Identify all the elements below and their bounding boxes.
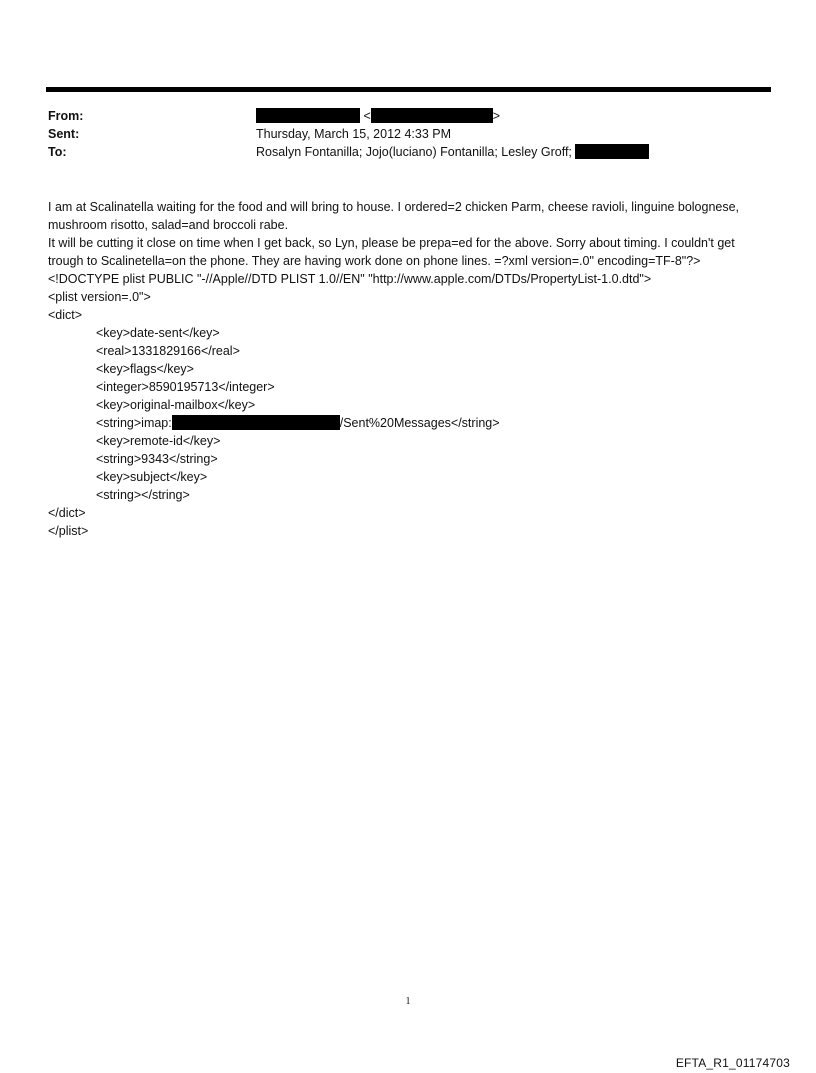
key-original-mailbox: <key>original-mailbox</key>: [96, 398, 256, 412]
sent-value: Thursday, March 15, 2012 4:33 PM: [256, 127, 452, 141]
key-flags: <key>flags</key>: [96, 362, 194, 376]
from-email-open-bracket: <: [363, 109, 371, 123]
from-value: [256, 107, 500, 125]
sent-label: Sent:: [48, 127, 80, 141]
to-recipients: Rosalyn Fontanilla; Jojo(luciano) Fontanilla; Lesley Groff;: [256, 145, 572, 159]
redacted-sender-email: [371, 108, 493, 123]
string-remote-id: <string>9343</string>: [96, 452, 218, 466]
to-row: [48, 143, 748, 161]
real-value: <real>1331829166</real>: [96, 344, 240, 358]
key-subject: <key>subject</key>: [96, 470, 208, 484]
document-id: EFTA_R1_01174703: [675, 1056, 790, 1070]
from-label: From:: [48, 109, 84, 123]
redacted-recipient: [575, 144, 649, 159]
redacted-sender-name: [256, 108, 360, 123]
to-value: [256, 143, 649, 161]
key-date-sent: <key>date-sent</key>: [96, 326, 220, 340]
message-paragraph-2: It will be cutting it close on time when I get back, so Lyn, please be prepa=ed for the above. Sorry about timing. I couldn't get trough to Scalinetella=on the phone. They are having work done on phone lines. =?xml version=.0" encoding=TF-8"?> <!DOCTYPE plist PUBLIC "-//Apple//DTD PLIST 1.0//EN" "http://www.apple.com/DTDs/PropertyList-1.0.dtd">: [48, 236, 735, 286]
message-paragraph-1: I am at Scalinatella waiting for the food and will bring to house. I ordered=2 chicken Parm, cheese ravioli, linguine bolognese, mushroom risotto, salad=and broccoli rabe.: [48, 200, 740, 232]
from-row: [48, 107, 748, 125]
dict-close-tag: </dict>: [48, 506, 86, 520]
from-email-close-bracket: >: [492, 109, 501, 123]
string-imap-line: [48, 414, 763, 432]
key-remote-id: <key>remote-id</key>: [96, 434, 221, 448]
string-subject: <string></string>: [96, 488, 190, 502]
plist-open-tag: <plist version=.0">: [48, 290, 151, 304]
page-number: 1: [405, 996, 411, 1007]
message-body: [48, 198, 763, 540]
string-imap-prefix: <string>imap:: [96, 416, 172, 430]
sent-row: [48, 125, 748, 143]
plist-close-tag: </plist>: [48, 524, 89, 538]
dict-open-tag: <dict>: [48, 308, 83, 322]
string-imap-suffix: /Sent%20Messages</string>: [339, 416, 500, 430]
redacted-imap-account: [172, 415, 340, 430]
to-label: To:: [48, 145, 67, 159]
header-rule: [46, 87, 771, 92]
integer-value: <integer>8590195713</integer>: [96, 380, 275, 394]
